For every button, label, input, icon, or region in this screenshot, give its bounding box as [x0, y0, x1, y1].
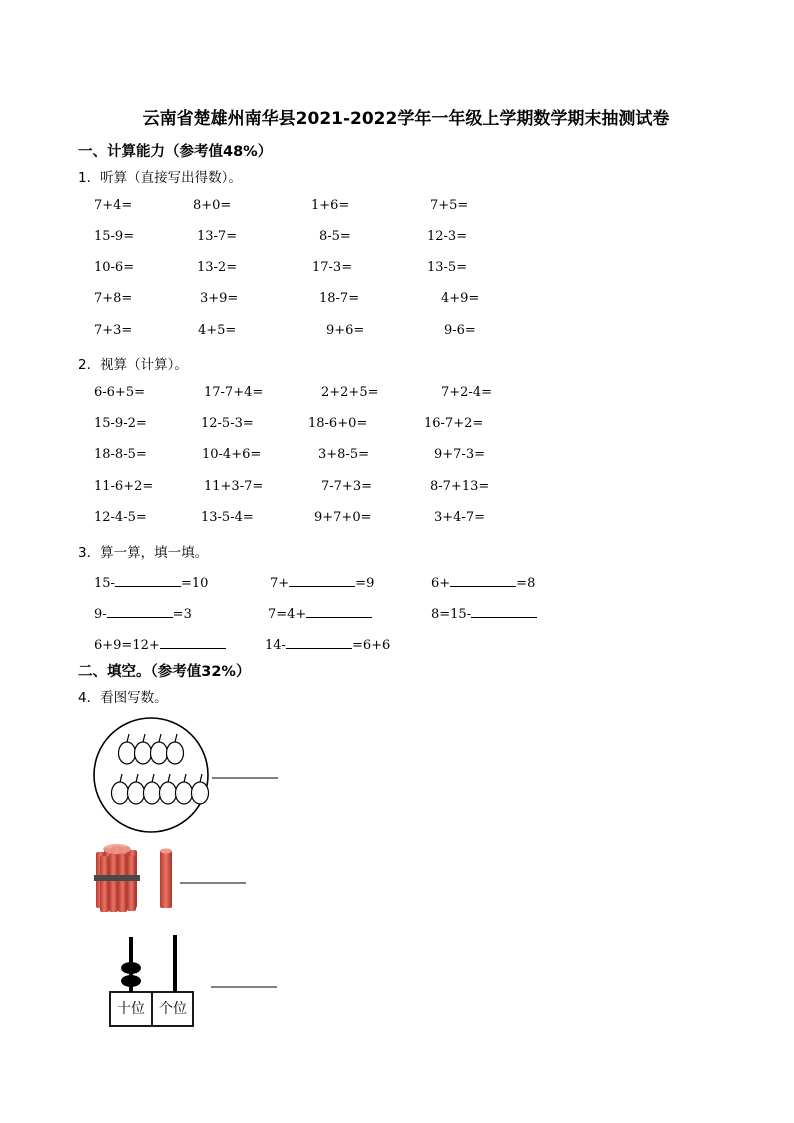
exercise-item: 6-6+5= [94, 385, 145, 400]
apple-group [112, 734, 209, 804]
bead [121, 975, 141, 987]
apples-picture [90, 715, 290, 835]
apple-icon [135, 734, 152, 764]
exercise-item: 13-5-4= [201, 510, 254, 525]
answer-blank[interactable] [450, 573, 516, 587]
exercise-item: 4+9= [441, 291, 480, 306]
question-1-label: 1．听算（直接写出得数）。 [78, 170, 242, 186]
apple-icon [119, 734, 136, 764]
question-3-label: 3．算一算，填一填。 [78, 545, 209, 561]
exercise-item: 7-7+3= [321, 479, 372, 494]
apple-icon [112, 774, 129, 804]
exercise-item: 7+8= [94, 291, 133, 306]
question-2-label: 2．视算（计算）。 [78, 357, 188, 373]
exercise-item: 1+6= [311, 198, 350, 213]
apple-icon [128, 774, 145, 804]
tens-label: 十位 [117, 1001, 145, 1017]
exercise-item: 16-7+2= [424, 416, 484, 431]
exercise-item: 10-6= [94, 260, 135, 275]
exercise-item: 4+5= [198, 323, 237, 338]
apple-icon [167, 734, 184, 764]
exercise-item: 9+7+0= [314, 510, 372, 525]
exercise-item: 17-7+4= [204, 385, 264, 400]
exercise-item: 13-5= [427, 260, 468, 275]
exercise-item: 7+4= [94, 198, 133, 213]
exercise-item: 9+6= [326, 323, 365, 338]
exercise-item: 11+3-7= [204, 479, 264, 494]
stick-bundle [94, 844, 140, 912]
fill-blank-item [270, 573, 374, 591]
exercise-item: 8-7+13= [430, 479, 490, 494]
circle-outline [94, 718, 208, 832]
answer-blank[interactable] [115, 573, 181, 587]
expression-end: =6+6 [351, 638, 391, 653]
expression-end: =10 [180, 576, 209, 591]
apple-icon [176, 774, 193, 804]
expression-start: 7+ [270, 576, 290, 591]
apple-icon [151, 734, 168, 764]
expression-start: 7=4+ [268, 607, 307, 622]
bead [121, 962, 141, 974]
fill-blank-item [431, 573, 535, 591]
exercise-item: 15-9-2= [94, 416, 147, 431]
fill-blank-item [268, 604, 372, 622]
expression-end: =8 [516, 576, 536, 591]
section-2-heading: 二、填空。（参考值32%） [78, 664, 251, 680]
fill-blank-item [94, 604, 192, 622]
exercise-item: 13-2= [197, 260, 238, 275]
answer-blank[interactable] [289, 573, 355, 587]
sticks-picture [94, 842, 254, 914]
apple-icon [192, 774, 209, 804]
answer-blank[interactable] [286, 635, 352, 649]
section-1-heading: 一、计算能力（参考值48%） [78, 144, 273, 160]
fill-blank-item [94, 635, 226, 653]
apple-icon [160, 774, 177, 804]
exercise-item: 15-9= [94, 229, 135, 244]
ones-label: 个位 [159, 1001, 187, 1017]
exercise-item: 18-6+0= [308, 416, 368, 431]
answer-blank[interactable] [471, 604, 537, 618]
exercise-item: 12-3= [427, 229, 468, 244]
single-stick [160, 850, 172, 908]
exercise-item: 2+2+5= [321, 385, 379, 400]
fill-blank-item [431, 604, 537, 622]
exercise-item: 13-7= [197, 229, 238, 244]
abacus-picture [104, 932, 284, 1032]
exercise-item: 7+2-4= [441, 385, 492, 400]
answer-blank[interactable] [306, 604, 372, 618]
expression-start: 6+ [431, 576, 451, 591]
exercise-item: 8+0= [193, 198, 232, 213]
exercise-item: 17-3= [312, 260, 353, 275]
expression-start: 6+9=12+ [94, 638, 160, 653]
exercise-item: 12-5-3= [201, 416, 254, 431]
exercise-item: 7+5= [430, 198, 469, 213]
answer-blank[interactable] [160, 635, 226, 649]
expression-end: =3 [172, 607, 192, 622]
exercise-item: 7+3= [94, 323, 133, 338]
exercise-item: 18-7= [319, 291, 360, 306]
fill-blank-item [265, 635, 390, 653]
apple-icon [144, 774, 161, 804]
exercise-item: 3+4-7= [434, 510, 485, 525]
exercise-item: 3+8-5= [318, 447, 369, 462]
expression-start: 9- [94, 607, 107, 622]
answer-blank[interactable] [107, 604, 173, 618]
expression-start: 8=15- [431, 607, 472, 622]
exercise-item: 3+9= [200, 291, 239, 306]
exercise-item: 8-5= [319, 229, 351, 244]
exercise-item: 11-6+2= [94, 479, 154, 494]
exercise-item: 12-4-5= [94, 510, 147, 525]
single-stick-top [160, 849, 172, 854]
exercise-item: 18-8-5= [94, 447, 147, 462]
exercise-item: 9+7-3= [434, 447, 485, 462]
exercise-item: 9-6= [444, 323, 476, 338]
expression-start: 15- [94, 576, 115, 591]
question-4-label: 4．看图写数。 [78, 690, 168, 706]
expression-start: 14- [265, 638, 286, 653]
expression-end: =9 [355, 576, 375, 591]
exercise-item: 10-4+6= [202, 447, 262, 462]
fill-blank-item [94, 573, 208, 591]
page-title: 云南省楚雄州南华县2021-2022学年一年级上学期数学期末抽测试卷 [142, 109, 670, 129]
